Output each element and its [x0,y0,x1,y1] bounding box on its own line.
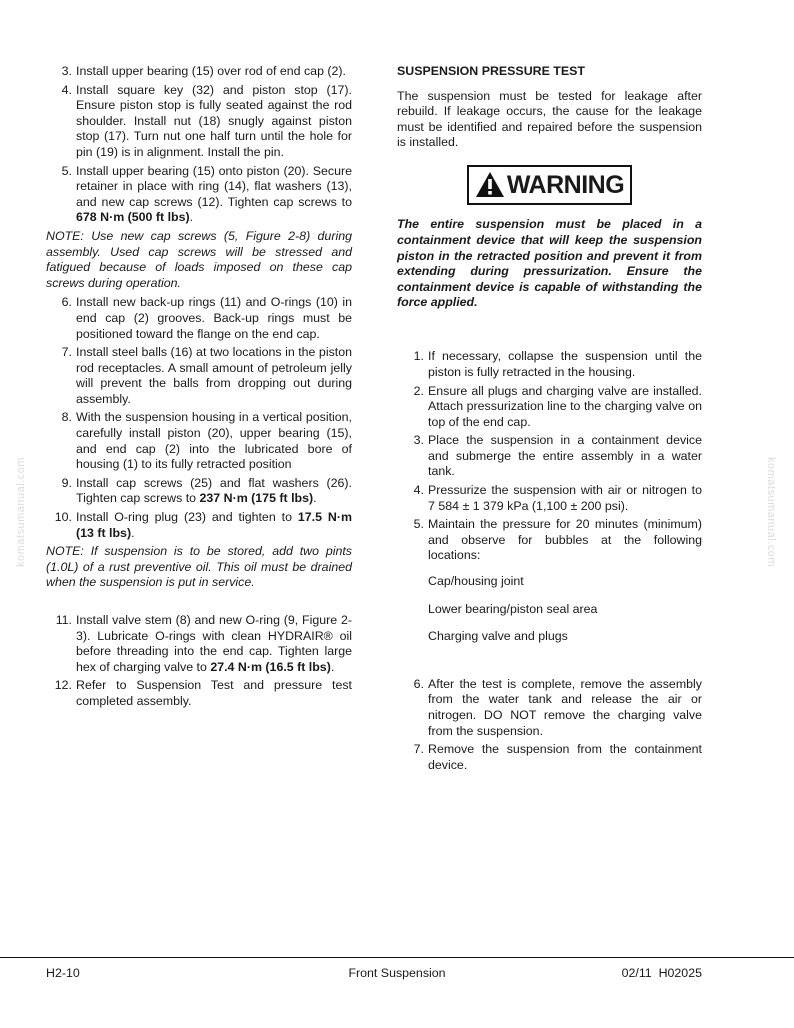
test-step-7: 7. Remove the suspension from the containment device. [413,742,702,772]
step-10: 10. Install O-ring plug (23) and tighten to 17.5 N·m (13 ft lbs). [54,510,352,540]
footer-divider [0,957,794,958]
step-9: 9. Install cap screws (25) and flat washers (26). Tighten cap screws to 237 N·m (175 ft lbs). [61,475,352,506]
watermark-left: komatsumanual.com [15,457,28,567]
warning-label: WARNING [506,170,625,199]
step-12: 12. Refer to Suspension Test and pressure test completed assembly. [54,678,352,708]
inspection-location: Charging valve and plugs [428,629,568,644]
step-7: 7. Install steel balls (16) at two locations in the piston rod receptacles. A small amount of petroleum jelly will prevent the balls from dropping out during assembly. [61,345,352,406]
warning-triangle-icon [475,171,505,198]
inspection-location: Cap/housing joint [428,574,524,589]
intro-paragraph: The suspension must be tested for leakage after rebuild. If leakage occurs, the cause for the leakage must be identified and repaired before the suspension is installed. [397,88,702,150]
test-step-6: 6. After the test is complete, remove the assembly from the water tank and release the air or nitrogen. DO NOT remove the charging valve from the suspension. [413,676,702,738]
inspection-location: Lower bearing/piston seal area [428,601,598,616]
test-step-3: 3. Place the suspension in a containment device and submerge the entire assembly in a water tank. [413,433,702,479]
torque-value: 17.5 N·m (13 ft lbs) [76,510,352,540]
footer-page-number: H2-10 [46,966,80,980]
section-heading: SUSPENSION PRESSURE TEST [397,64,585,78]
note-storage: NOTE: If suspension is to be stored, add two pints (1.0L) of a rust preventive oil. This oil must be drained when the suspension is put in service. [46,544,352,590]
step-8: 8. With the suspension housing in a vertical position, carefully install piston (20), upper bearing (15), and end cap (2) into the lubricated bore of housing (1) to its fully retracted position [61,410,352,472]
footer-doc-code: 02/11 H02025 [621,966,702,980]
left-column [46,64,352,713]
step-3: 3. Install upper bearing (15) over rod of end cap (2). [61,64,346,78]
right-column [397,64,702,776]
test-step-5: 5. Maintain the pressure for 20 minutes (minimum) and observe for bubbles at the following locations: [413,517,702,563]
step-4: 4. Install square key (32) and piston stop (17). Ensure piston stop is fully seated against the rod shoulder. Install nut (18) snugly against piston stop (17). Turn nut one half turn until the hole for pin (19) is in alignment. Install the pin. [61,82,352,159]
step-5: 5. Install upper bearing (15) onto piston (20). Secure retainer in place with ring (14), flat washers (13), and new cap screws (12). Tighten cap screws to 678 N·m (500 ft lbs). [61,163,352,225]
test-step-1: 1. If necessary, collapse the suspension until the piston is fully retracted in the housing. [413,349,702,379]
test-step-4: 4. Pressurize the suspension with air or nitrogen to 7 584 ± 1 379 kPa (1,100 ± 200 psi). [413,483,702,513]
torque-value: 678 N·m (500 ft lbs) [76,210,190,225]
warning-banner [397,165,702,205]
footer-section-title: Front Suspension [348,966,446,980]
torque-value: 27.4 N·m (16.5 ft lbs) [210,659,331,674]
step-6: 6. Install new back-up rings (11) and O-rings (10) in end cap (2) grooves. Back-up rings must be positioned toward the flange on the end cap. [61,295,352,341]
step-11: 11. Install valve stem (8) and new O-ring (9, Figure 2-3). Lubricate O-rings with clean HYDRAIR® oil before threading into the end cap. Tighten large hex of charging valve to 27.4 N·m (16.5 ft lbs). [55,613,352,674]
torque-value: 237 N·m (175 ft lbs) [199,491,314,506]
watermark-right: komatsumanual.com [764,457,777,567]
warning-text: The entire suspension must be placed in a containment device that will keep the suspension piston in the retracted position and prevent it from extending during pressurization. Ensure the containment device is capable of withstanding the force applied. [397,217,702,310]
test-step-2: 2. Ensure all plugs and charging valve are installed. Attach pressurization line to the charging valve on top of the end cap. [413,383,702,429]
note-cap-screws: NOTE: Use new cap screws (5, Figure 2-8) during assembly. Used cap screws will be stressed and fatigued because of loads imposed on these cap screws during operation. [46,228,352,290]
